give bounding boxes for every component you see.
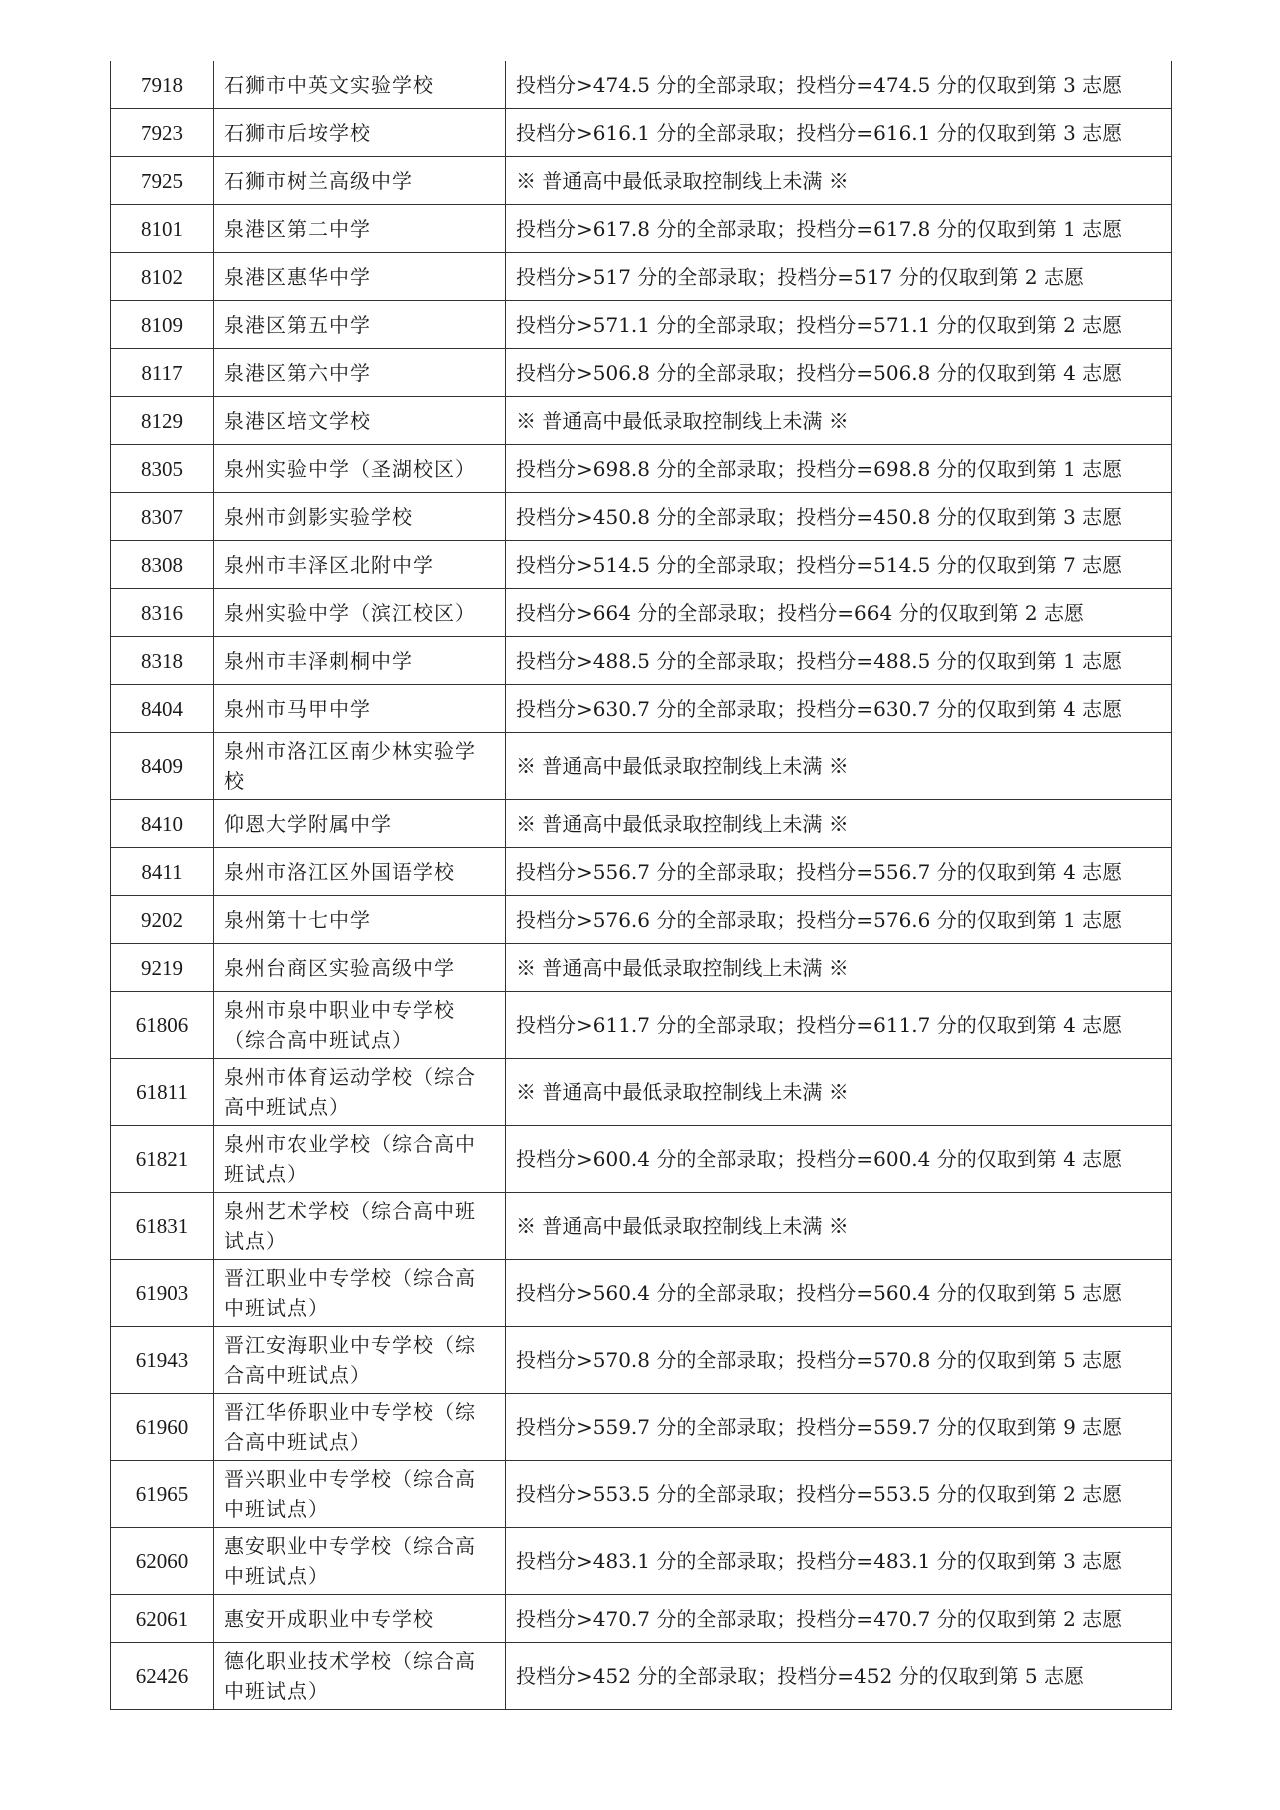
school-code-cell: 61943 <box>111 1327 214 1394</box>
table-row <box>111 445 1172 493</box>
school-name-cell: 泉港区培文学校 <box>214 397 506 445</box>
school-code-cell: 8117 <box>111 349 214 397</box>
admission-rule-cell: 投档分>488.5 分的全部录取；投档分=488.5 分的仅取到第 1 志愿 <box>506 637 1172 685</box>
admission-rule-cell: ※ 普通高中最低录取控制线上未满 ※ <box>506 1059 1172 1126</box>
school-code-cell: 8316 <box>111 589 214 637</box>
school-name-cell: 泉州实验中学（滨江校区） <box>214 589 506 637</box>
admission-rule-cell: ※ 普通高中最低录取控制线上未满 ※ <box>506 944 1172 992</box>
school-name-cell: 泉州市丰泽区北附中学 <box>214 541 506 589</box>
admission-rule-cell: 投档分>560.4 分的全部录取；投档分=560.4 分的仅取到第 5 志愿 <box>506 1260 1172 1327</box>
table-row <box>111 685 1172 733</box>
table-row <box>111 1193 1172 1260</box>
school-code-cell: 8109 <box>111 301 214 349</box>
school-name-cell: 晋江职业中专学校（综合高中班试点） <box>214 1260 506 1327</box>
table-row <box>111 1126 1172 1193</box>
school-code-cell: 61811 <box>111 1059 214 1126</box>
school-name-cell: 泉州市农业学校（综合高中班试点） <box>214 1126 506 1193</box>
school-name-cell: 石狮市树兰高级中学 <box>214 157 506 205</box>
school-name-cell: 晋江安海职业中专学校（综合高中班试点） <box>214 1327 506 1394</box>
table-row <box>111 1643 1172 1710</box>
table-row <box>111 301 1172 349</box>
table-body <box>111 61 1172 1710</box>
table-row <box>111 1260 1172 1327</box>
school-name-cell: 泉州市马甲中学 <box>214 685 506 733</box>
admission-rule-cell: 投档分>570.8 分的全部录取；投档分=570.8 分的仅取到第 5 志愿 <box>506 1327 1172 1394</box>
admission-rule-cell: 投档分>559.7 分的全部录取；投档分=559.7 分的仅取到第 9 志愿 <box>506 1394 1172 1461</box>
admission-cutoff-table <box>110 61 1172 1710</box>
admission-rule-cell: 投档分>474.5 分的全部录取；投档分=474.5 分的仅取到第 3 志愿 <box>506 61 1172 109</box>
school-name-cell: 泉港区第五中学 <box>214 301 506 349</box>
school-name-cell: 泉州艺术学校（综合高中班试点） <box>214 1193 506 1260</box>
admission-rule-cell: 投档分>470.7 分的全部录取；投档分=470.7 分的仅取到第 2 志愿 <box>506 1595 1172 1643</box>
table-row <box>111 1327 1172 1394</box>
admission-rule-cell: 投档分>452 分的全部录取；投档分=452 分的仅取到第 5 志愿 <box>506 1643 1172 1710</box>
table-row <box>111 1059 1172 1126</box>
admission-rule-cell: 投档分>483.1 分的全部录取；投档分=483.1 分的仅取到第 3 志愿 <box>506 1528 1172 1595</box>
admission-rule-cell: 投档分>576.6 分的全部录取；投档分=576.6 分的仅取到第 1 志愿 <box>506 896 1172 944</box>
school-code-cell: 8411 <box>111 848 214 896</box>
school-code-cell: 61806 <box>111 992 214 1059</box>
admission-rule-cell: 投档分>556.7 分的全部录取；投档分=556.7 分的仅取到第 4 志愿 <box>506 848 1172 896</box>
table-row <box>111 944 1172 992</box>
admission-rule-cell: 投档分>664 分的全部录取；投档分=664 分的仅取到第 2 志愿 <box>506 589 1172 637</box>
school-name-cell: 石狮市中英文实验学校 <box>214 61 506 109</box>
school-name-cell: 仰恩大学附属中学 <box>214 800 506 848</box>
admission-rule-cell: 投档分>506.8 分的全部录取；投档分=506.8 分的仅取到第 4 志愿 <box>506 349 1172 397</box>
school-name-cell: 泉州市丰泽刺桐中学 <box>214 637 506 685</box>
school-code-cell: 8308 <box>111 541 214 589</box>
school-name-cell: 惠安职业中专学校（综合高中班试点） <box>214 1528 506 1595</box>
school-code-cell: 61831 <box>111 1193 214 1260</box>
table-row <box>111 61 1172 109</box>
table-row <box>111 253 1172 301</box>
school-name-cell: 泉港区惠华中学 <box>214 253 506 301</box>
school-code-cell: 62060 <box>111 1528 214 1595</box>
school-name-cell: 泉州市剑影实验学校 <box>214 493 506 541</box>
school-code-cell: 8307 <box>111 493 214 541</box>
school-code-cell: 8101 <box>111 205 214 253</box>
school-code-cell: 9219 <box>111 944 214 992</box>
school-name-cell: 泉州实验中学（圣湖校区） <box>214 445 506 493</box>
school-name-cell: 德化职业技术学校（综合高中班试点） <box>214 1643 506 1710</box>
school-name-cell: 泉州市体育运动学校（综合高中班试点） <box>214 1059 506 1126</box>
school-code-cell: 8410 <box>111 800 214 848</box>
table-row <box>111 1394 1172 1461</box>
table-row <box>111 493 1172 541</box>
admission-rule-cell: 投档分>553.5 分的全部录取；投档分=553.5 分的仅取到第 2 志愿 <box>506 1461 1172 1528</box>
table-row <box>111 205 1172 253</box>
admission-rule-cell: ※ 普通高中最低录取控制线上未满 ※ <box>506 1193 1172 1260</box>
school-name-cell: 泉港区第六中学 <box>214 349 506 397</box>
admission-rule-cell: 投档分>514.5 分的全部录取；投档分=514.5 分的仅取到第 7 志愿 <box>506 541 1172 589</box>
school-code-cell: 7925 <box>111 157 214 205</box>
school-code-cell: 61821 <box>111 1126 214 1193</box>
table-row <box>111 992 1172 1059</box>
school-code-cell: 8129 <box>111 397 214 445</box>
table-row <box>111 848 1172 896</box>
admission-rule-cell: 投档分>616.1 分的全部录取；投档分=616.1 分的仅取到第 3 志愿 <box>506 109 1172 157</box>
school-name-cell: 泉港区第二中学 <box>214 205 506 253</box>
table-row <box>111 157 1172 205</box>
school-name-cell: 惠安开成职业中专学校 <box>214 1595 506 1643</box>
school-code-cell: 9202 <box>111 896 214 944</box>
table-row <box>111 637 1172 685</box>
school-code-cell: 62061 <box>111 1595 214 1643</box>
table-row <box>111 109 1172 157</box>
school-name-cell: 晋兴职业中专学校（综合高中班试点） <box>214 1461 506 1528</box>
table-row <box>111 541 1172 589</box>
admission-rule-cell: 投档分>600.4 分的全部录取；投档分=600.4 分的仅取到第 4 志愿 <box>506 1126 1172 1193</box>
school-name-cell: 泉州台商区实验高级中学 <box>214 944 506 992</box>
table-row <box>111 397 1172 445</box>
school-name-cell: 泉州市泉中职业中专学校（综合高中班试点） <box>214 992 506 1059</box>
table-row <box>111 1528 1172 1595</box>
admission-rule-cell: 投档分>611.7 分的全部录取；投档分=611.7 分的仅取到第 4 志愿 <box>506 992 1172 1059</box>
table-row <box>111 1461 1172 1528</box>
school-code-cell: 8102 <box>111 253 214 301</box>
table-row <box>111 1595 1172 1643</box>
admission-rule-cell: ※ 普通高中最低录取控制线上未满 ※ <box>506 733 1172 800</box>
table-row <box>111 800 1172 848</box>
school-name-cell: 泉州市洛江区南少林实验学校 <box>214 733 506 800</box>
admission-rule-cell: 投档分>698.8 分的全部录取；投档分=698.8 分的仅取到第 1 志愿 <box>506 445 1172 493</box>
school-name-cell: 泉州第十七中学 <box>214 896 506 944</box>
school-code-cell: 61960 <box>111 1394 214 1461</box>
admission-rule-cell: ※ 普通高中最低录取控制线上未满 ※ <box>506 157 1172 205</box>
table-row <box>111 589 1172 637</box>
school-code-cell: 61965 <box>111 1461 214 1528</box>
admission-rule-cell: 投档分>571.1 分的全部录取；投档分=571.1 分的仅取到第 2 志愿 <box>506 301 1172 349</box>
table-row <box>111 733 1172 800</box>
table-row <box>111 896 1172 944</box>
admission-rule-cell: 投档分>450.8 分的全部录取；投档分=450.8 分的仅取到第 3 志愿 <box>506 493 1172 541</box>
school-name-cell: 泉州市洛江区外国语学校 <box>214 848 506 896</box>
school-code-cell: 62426 <box>111 1643 214 1710</box>
school-code-cell: 8318 <box>111 637 214 685</box>
school-name-cell: 石狮市后垵学校 <box>214 109 506 157</box>
school-code-cell: 8409 <box>111 733 214 800</box>
school-name-cell: 晋江华侨职业中专学校（综合高中班试点） <box>214 1394 506 1461</box>
admission-rule-cell: ※ 普通高中最低录取控制线上未满 ※ <box>506 800 1172 848</box>
school-code-cell: 8305 <box>111 445 214 493</box>
admission-rule-cell: ※ 普通高中最低录取控制线上未满 ※ <box>506 397 1172 445</box>
school-code-cell: 61903 <box>111 1260 214 1327</box>
school-code-cell: 7918 <box>111 61 214 109</box>
table-row <box>111 349 1172 397</box>
school-code-cell: 8404 <box>111 685 214 733</box>
admission-rule-cell: 投档分>517 分的全部录取；投档分=517 分的仅取到第 2 志愿 <box>506 253 1172 301</box>
school-code-cell: 7923 <box>111 109 214 157</box>
admission-rule-cell: 投档分>617.8 分的全部录取；投档分=617.8 分的仅取到第 1 志愿 <box>506 205 1172 253</box>
admission-rule-cell: 投档分>630.7 分的全部录取；投档分=630.7 分的仅取到第 4 志愿 <box>506 685 1172 733</box>
